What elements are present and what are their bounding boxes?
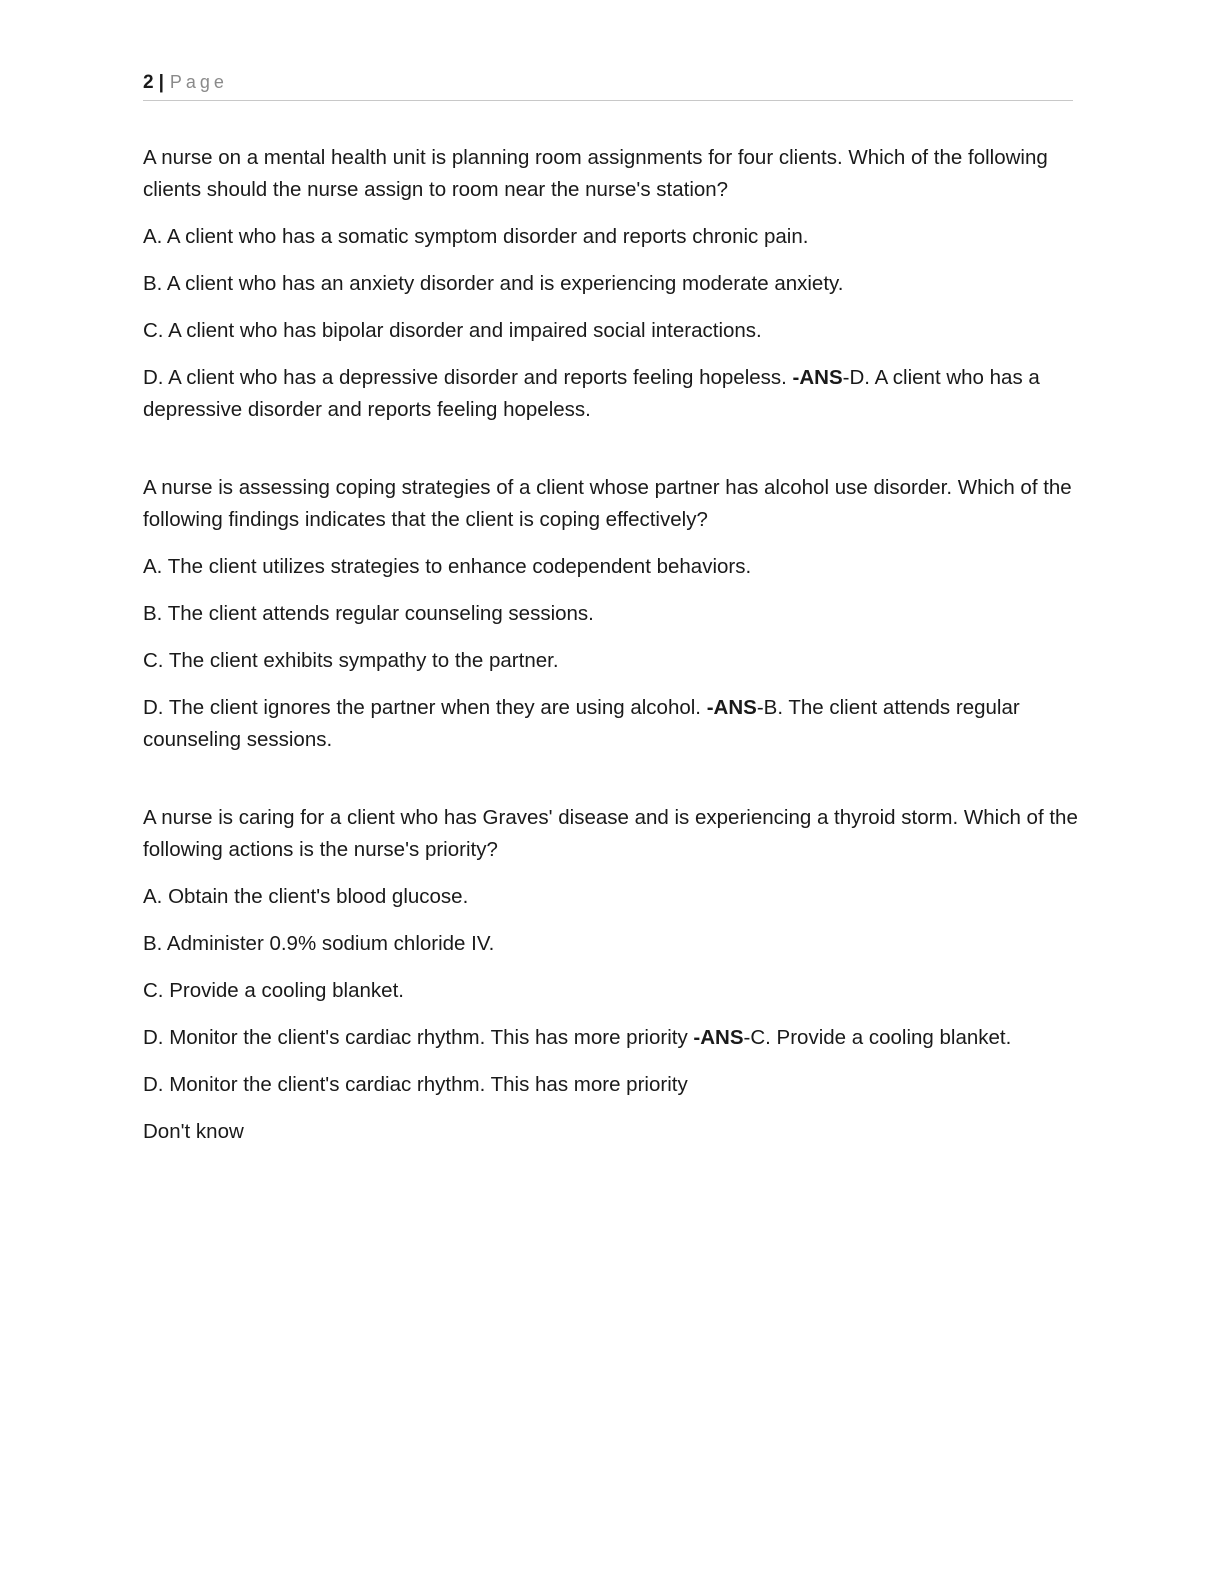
option-d: D. Monitor the client's cardiac rhythm. This has more priority	[143, 1026, 694, 1049]
page-label: Page	[169, 72, 228, 92]
option-a: A. A client who has a somatic symptom disorder and reports chronic pain.	[143, 225, 809, 248]
answer-label: ANS	[713, 696, 757, 719]
header-separator: |	[158, 72, 164, 93]
option-d-with-answer	[143, 362, 1078, 426]
option-c: C. A client who has bipolar disorder and impaired social interactions.	[143, 319, 762, 342]
question-stem: A nurse is assessing coping strategies of a client whose partner has alcohol use disorder. Which of the following findings indicates that the client is coping effectively?	[143, 476, 1072, 531]
question-block	[143, 472, 1078, 756]
option-a: A. Obtain the client's blood glucose.	[143, 885, 469, 908]
answer-prefix: -	[792, 366, 800, 389]
answer-prefix: -	[706, 696, 714, 719]
option-a: A. The client utilizes strategies to enhance codependent behaviors.	[143, 555, 752, 578]
question-block	[143, 802, 1078, 1148]
page-number: 2	[143, 72, 155, 93]
document-body	[143, 142, 1078, 1194]
answer-label: ANS	[799, 366, 843, 389]
question-block	[143, 142, 1078, 426]
option-b: B. A client who has an anxiety disorder and is experiencing moderate anxiety.	[143, 272, 844, 295]
answer-text: -C. Provide a cooling blanket.	[743, 1026, 1012, 1049]
option-d-with-answer	[143, 1022, 1078, 1054]
option-d: D. The client ignores the partner when they are using alcohol.	[143, 696, 707, 719]
option-b: B. The client attends regular counseling sessions.	[143, 602, 594, 625]
answer-text: -B. The client attends regular counseling sessions.	[143, 696, 1020, 751]
page-header	[143, 72, 1073, 101]
answer-label: ANS	[700, 1026, 744, 1049]
question-stem: A nurse is caring for a client who has Graves' disease and is experiencing a thyroid storm. Which of the following actions is the nurse's priority?	[143, 806, 1078, 861]
question-stem: A nurse on a mental health unit is planning room assignments for four clients. Which of the following clients should the nurse assign to room near the nurse's station?	[143, 146, 1048, 201]
extra-line: Don't know	[143, 1120, 244, 1143]
option-d: D. A client who has a depressive disorder and reports feeling hopeless.	[143, 366, 793, 389]
answer-text: -D. A client who has a depressive disorder and reports feeling hopeless.	[143, 366, 1040, 421]
option-d-with-answer	[143, 692, 1078, 756]
answer-prefix: -	[693, 1026, 701, 1049]
option-c: C. The client exhibits sympathy to the partner.	[143, 649, 559, 672]
option-b: B. Administer 0.9% sodium chloride IV.	[143, 932, 495, 955]
option-c: C. Provide a cooling blanket.	[143, 979, 404, 1002]
extra-line: D. Monitor the client's cardiac rhythm. This has more priority	[143, 1073, 688, 1096]
